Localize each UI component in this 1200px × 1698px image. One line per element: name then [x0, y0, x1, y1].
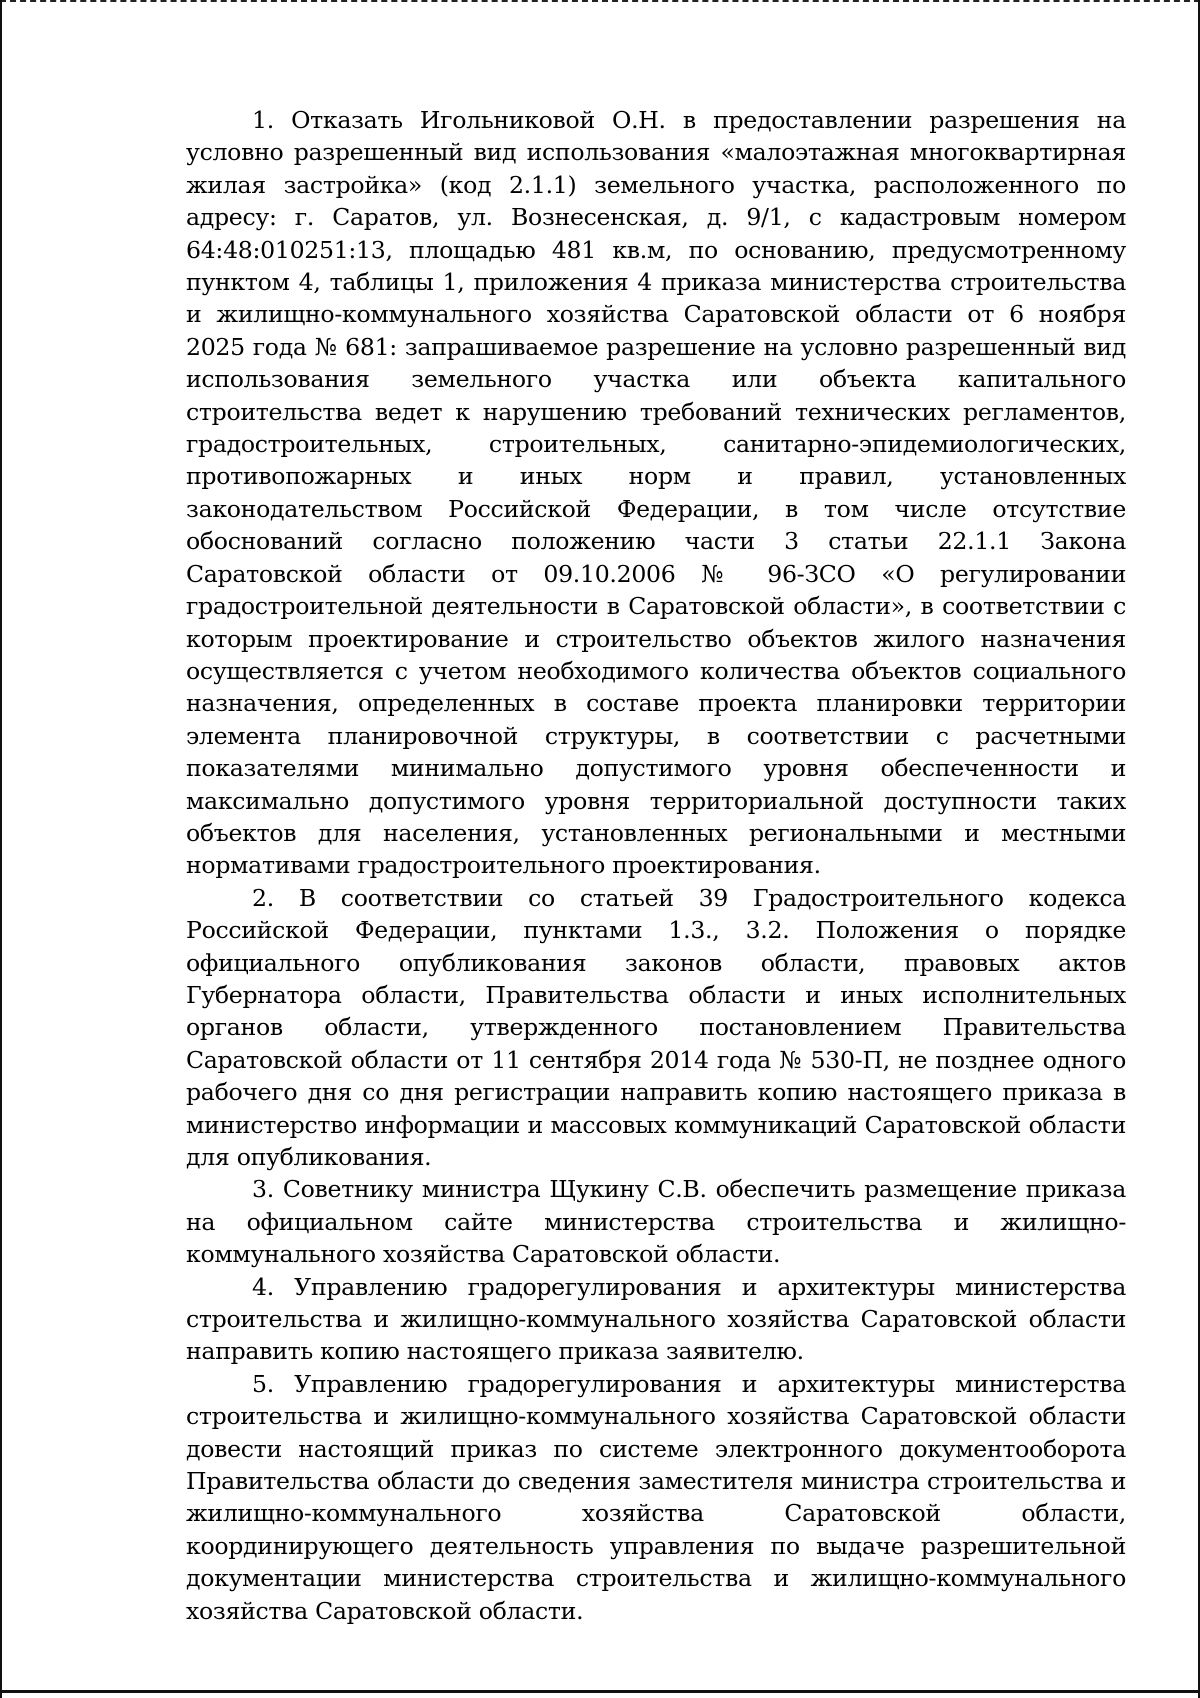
scan-top-edge — [0, 0, 1200, 3]
scan-bottom-edge — [0, 1690, 1200, 1693]
paragraph-3: 3. Советнику министра Щукину С.В. обеспечить размещение приказа на официальном сайте министерства строительства и жилищно-коммунального хозяйства Саратовской области. — [186, 1175, 1126, 1269]
paragraph-2: 2. В соответствии со статьей 39 Градостроительного кодекса Российской Федерации, пунктами 1.3., 3.2. Положения о порядке официального опубликования законов области, правовых актов Губернатора области, Правительства области и иных исполнительных органов области, утвержденного постановлением Правительства Саратовской области от 11 сентября 2014 года № 530-П, не позднее одного рабочего дня со дня регистрации направить копию настоящего приказа в министерство информации и массовых коммуникаций Саратовской области для опубликования. — [186, 883, 1126, 1171]
scan-left-edge — [0, 0, 2, 1698]
paragraph-4: 4. Управлению градорегулирования и архитектуры министерства строительства и жилищно-коммунального хозяйства Саратовской области направить копию настоящего приказа заявителю. — [186, 1272, 1126, 1366]
document-body — [186, 104, 1126, 1627]
paragraph-5: 5. Управлению градорегулирования и архитектуры министерства строительства и жилищно-коммунального хозяйства Саратовской области довести настоящий приказ по системе электронного документооборота Правительства области до сведения заместителя министра строительства и жилищно-коммунального хозяйства Саратовской области, координирующего деятельность управления по выдаче разрешительной документации министерства строительства и жилищно-коммунального хозяйства Саратовской области. — [186, 1369, 1126, 1625]
paragraph-1: 1. Отказать Игольниковой О.Н. в предоставлении разрешения на условно разрешенный вид использования «малоэтажная многоквартирная жилая застройка» (код 2.1.1) земельного участка, расположенного по адресу: г. Саратов, ул. Вознесенская, д. 9/1, с кадастровым номером 64:48:010251:13, площадью 481 кв.м, по основанию, предусмотренному пунктом 4, таблицы 1, приложения 4 приказа министерства строительства и жилищно-коммунального хозяйства Саратовской области от 6 ноября 2025 года № 681: запрашиваемое разрешение на условно разрешенный вид использования земельного участка или объекта капитального строительства ведет к нарушению требований технических регламентов, градостроительных, строительных, санитарно-эпидемиологических, противопожарных и иных норм и правил, установленных законодательством Российской Федерации, в том числе отсутствие обоснований согласно положению части 3 статьи 22.1.1 Закона Саратовской области от 09.10.2006 № 96-ЗСО «О регулировании градостроительной деятельности в Саратовской области», в соответствии с которым проектирование и строительство объектов жилого назначения осуществляется с учетом необходимого количества объектов социального назначения, определенных в составе проекта планировки территории элемента планировочной структуры, в соответствии с расчетными показателями минимально допустимого уровня обеспеченности и максимально допустимого уровня территориальной доступности таких объектов для населения, установленных региональными и местными нормативами градостроительного проектирования. — [186, 106, 1126, 880]
